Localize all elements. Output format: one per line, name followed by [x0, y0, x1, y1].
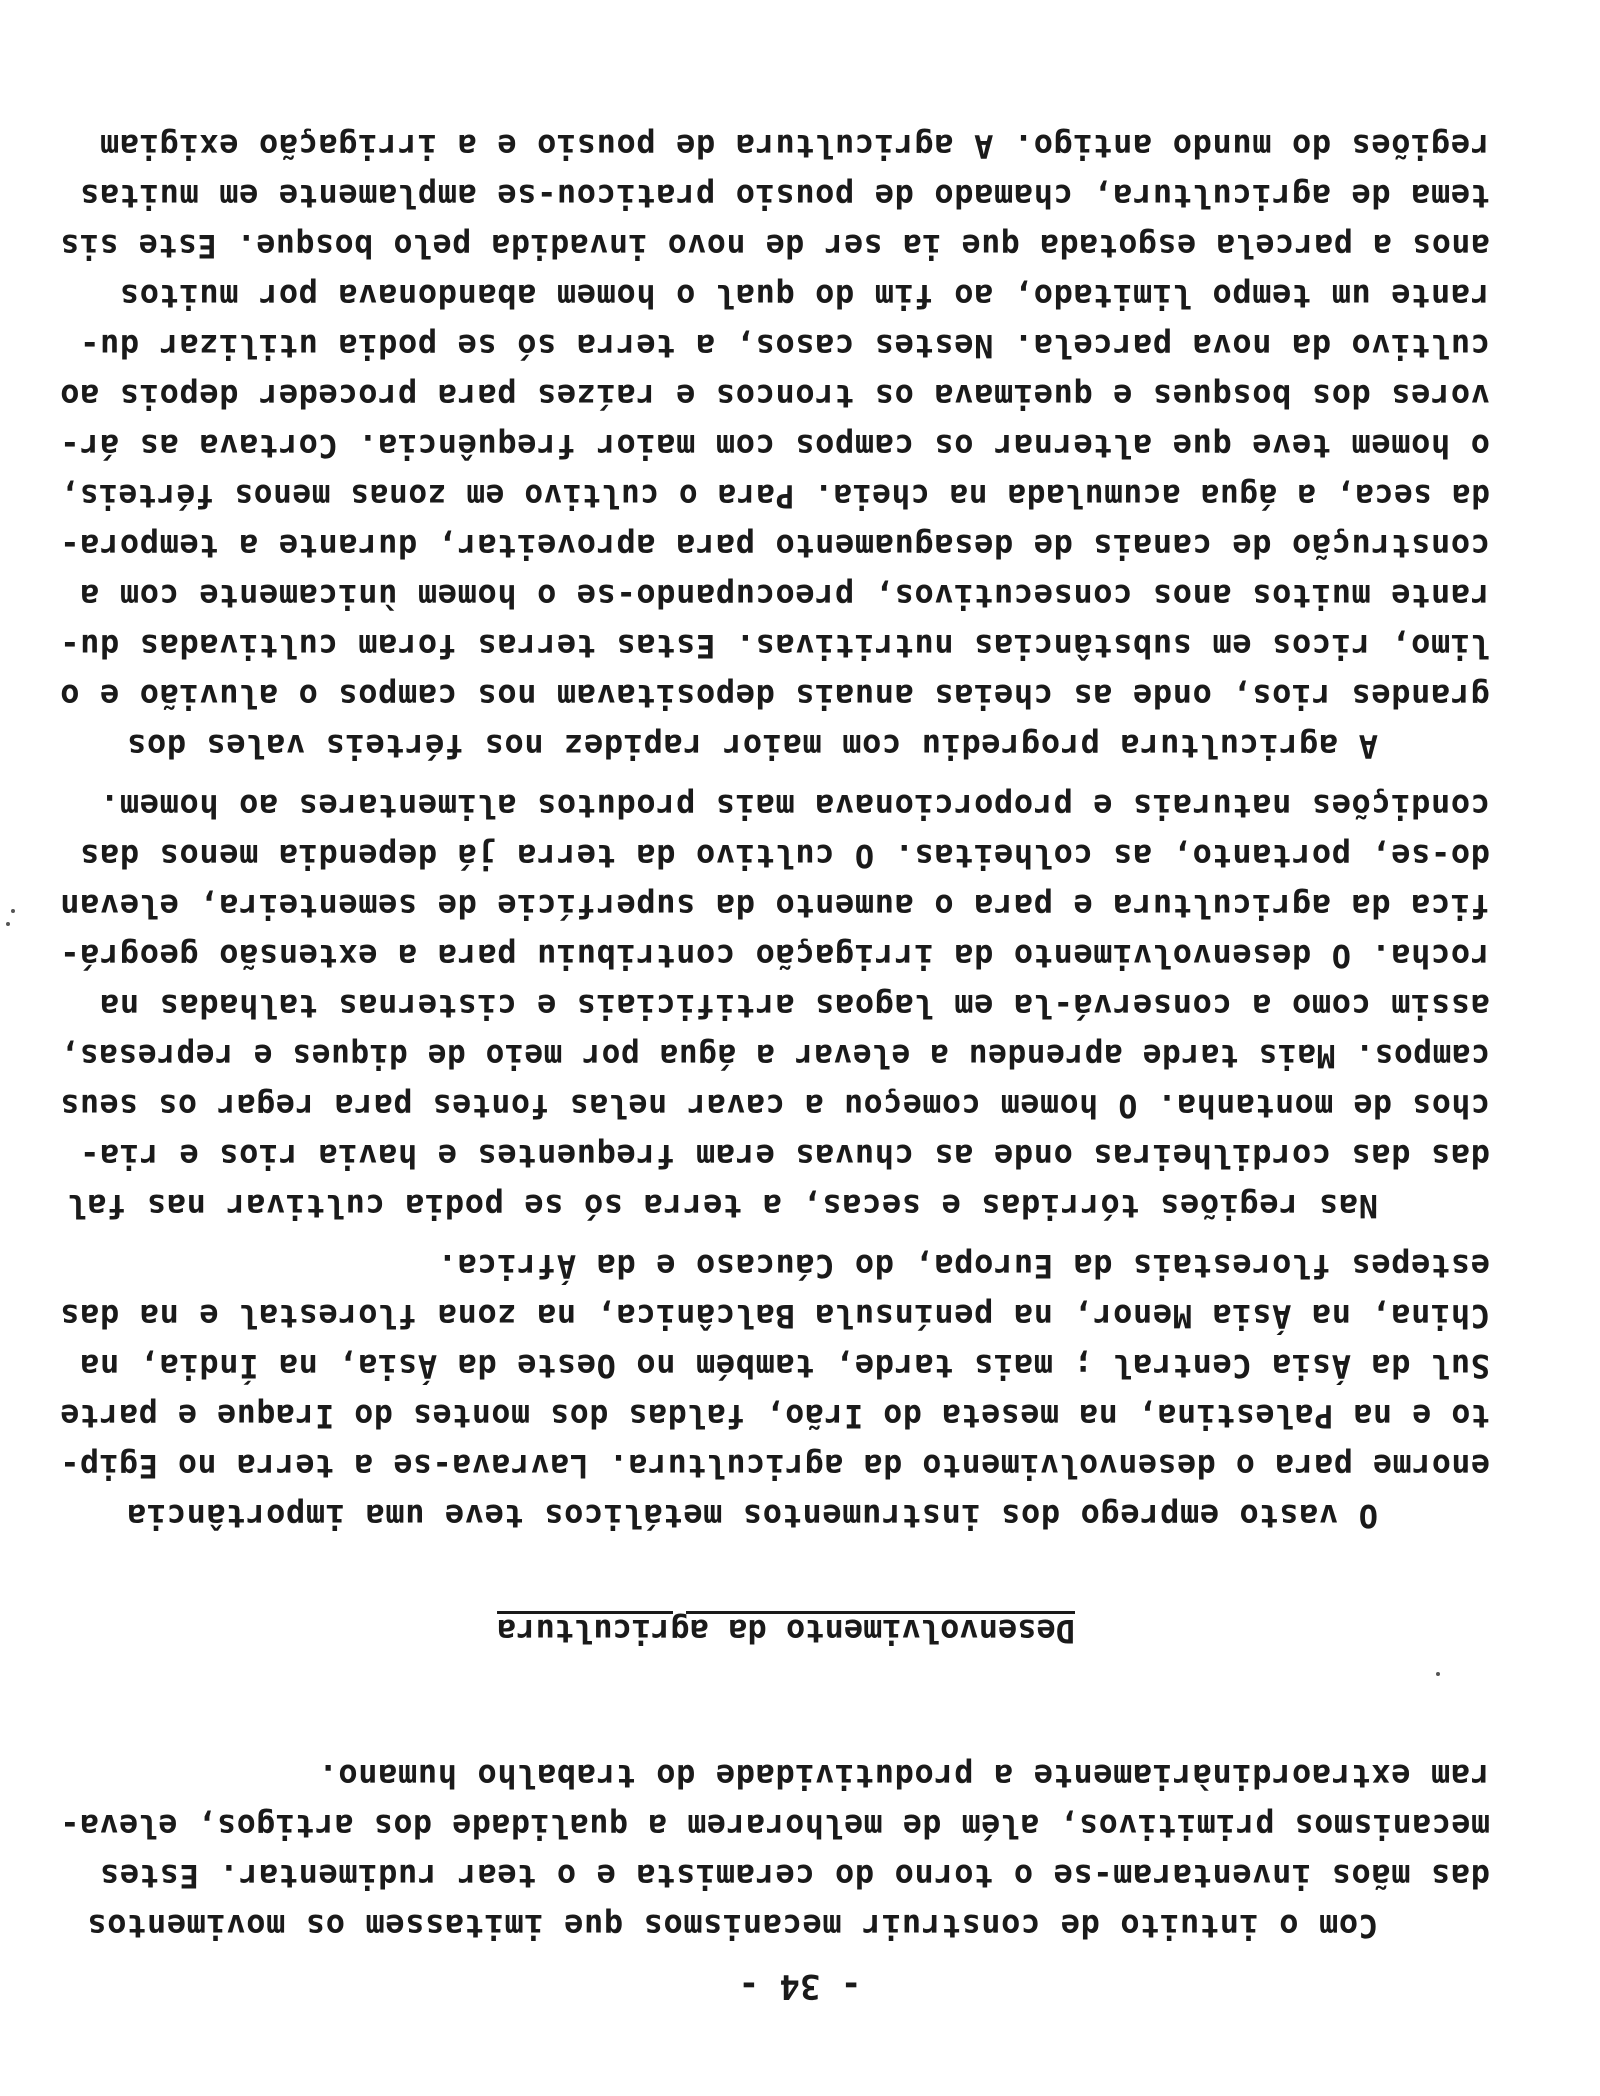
text-line: mecanismos primitivos, além de melhorarem a qualidade dos artigos, eleva-	[59, 1807, 1490, 1845]
text-line: do-se, portanto, as colheitas. O cultivo da terra já dependia menos das	[79, 837, 1490, 875]
text-line: rante um tempo limitado, ao fim do qual o homem abandonava por muitos	[119, 277, 1490, 315]
text-line: estepes florestais da Europa, do Cáucaso e da África.	[437, 1247, 1490, 1285]
text-line: fica da agricultura e para o aumento da superfície de sementeira, elevan	[59, 887, 1490, 925]
scan-speck	[1436, 1672, 1440, 1676]
text-line: condições naturais e proporcionava mais produtos alimentares ao homem.	[99, 787, 1490, 825]
text-line: enorme para o desenvolvimento da agricultura. Lavrava-se a terra no Egip-	[59, 1447, 1490, 1485]
text-line: tema de agricultura, chamado de pousio praticou-se amplamente em muitas	[79, 177, 1490, 215]
text-line: limo, ricos em substâncias nutritivas. Estas terras foram cultivadas du-	[59, 627, 1490, 665]
text-line: chos de montanha. O homem começou a cavar nelas fontes para regar os seus	[59, 1087, 1490, 1125]
page-number: - 34 -	[738, 1966, 862, 2006]
text-line: das das cordilheiras onde as chuvas eram frequentes e havia rios e ria-	[79, 1137, 1490, 1175]
text-line: Nas regiões tórridas e secas, a terra só se podia cultivar nas fal	[66, 1187, 1378, 1225]
section-heading: Desenvolvimento da agricultura	[497, 1612, 1075, 1650]
text-line: rante muitos anos consecutivos, preocupando-se o homem ùnicamente com a	[79, 577, 1490, 615]
text-line: grandes rios, onde as cheias anuais depositavam nos campos o aluvião e o	[59, 677, 1490, 715]
text-line: rocha. O desenvolvimento da irrigação contribuiu para a extensão geográ-	[59, 937, 1490, 975]
text-line: cultivo da nova parcela. Nestes casos, a terra só se podia utilizar du-	[79, 327, 1490, 365]
text-line: ram extraordinàriamente a produtividade do trabalho humano.	[317, 1757, 1490, 1795]
text-line: O vasto emprego dos instrumentos metálicos teve uma importância	[126, 1497, 1378, 1535]
scan-speck	[11, 909, 15, 913]
text-line: o homem teve que alternar os campos com maior frequência. Cortava as ár-	[59, 427, 1490, 465]
text-line: construção de canais de desaguamento para aproveitar, durante a tempora-	[59, 527, 1490, 565]
text-line: da seca, a água acumulada na cheia. Para o cultivo em zonas menos férteis,	[59, 477, 1490, 515]
text-line: regiões do mundo antigo. A agricultura de pousio e a irrigação exigiam	[99, 127, 1490, 165]
text-line: vores dos bosques e queimava os troncos e raízes para proceder depois ao	[59, 377, 1490, 415]
text-line: das mãos inventaram-se o torno do ceramista e o tear rudimentar. Estes	[99, 1857, 1490, 1895]
text-line: A agricultura progrediu com maior rapidez nos férteis vales dos	[126, 727, 1378, 765]
text-line: China, na Ásia Menor, na península Balcânica, na zona florestal e na das	[59, 1297, 1490, 1335]
text-line: campos. Mais tarde aprendeu a elevar a água por meio de diques e represas,	[59, 1037, 1490, 1075]
text-line: Com o intuito de construir mecanismos que imitassem os movimentos	[86, 1907, 1378, 1945]
text-line: Sul da Ásia Central ; mais tarde, também no Oeste da Ásia, na Índia, na	[79, 1347, 1490, 1385]
text-line: assim como a conservá-la em lagoas artificiais e cisternas talhadas na	[99, 987, 1490, 1025]
text-line: anos a parcela esgotada que ia ser de novo invadida pelo bosque. Este sis	[59, 227, 1490, 265]
scan-speck	[6, 922, 10, 926]
text-line: to e na Palestina, na meseta do Irão, faldas dos montes do Iraque e parte	[59, 1397, 1490, 1435]
